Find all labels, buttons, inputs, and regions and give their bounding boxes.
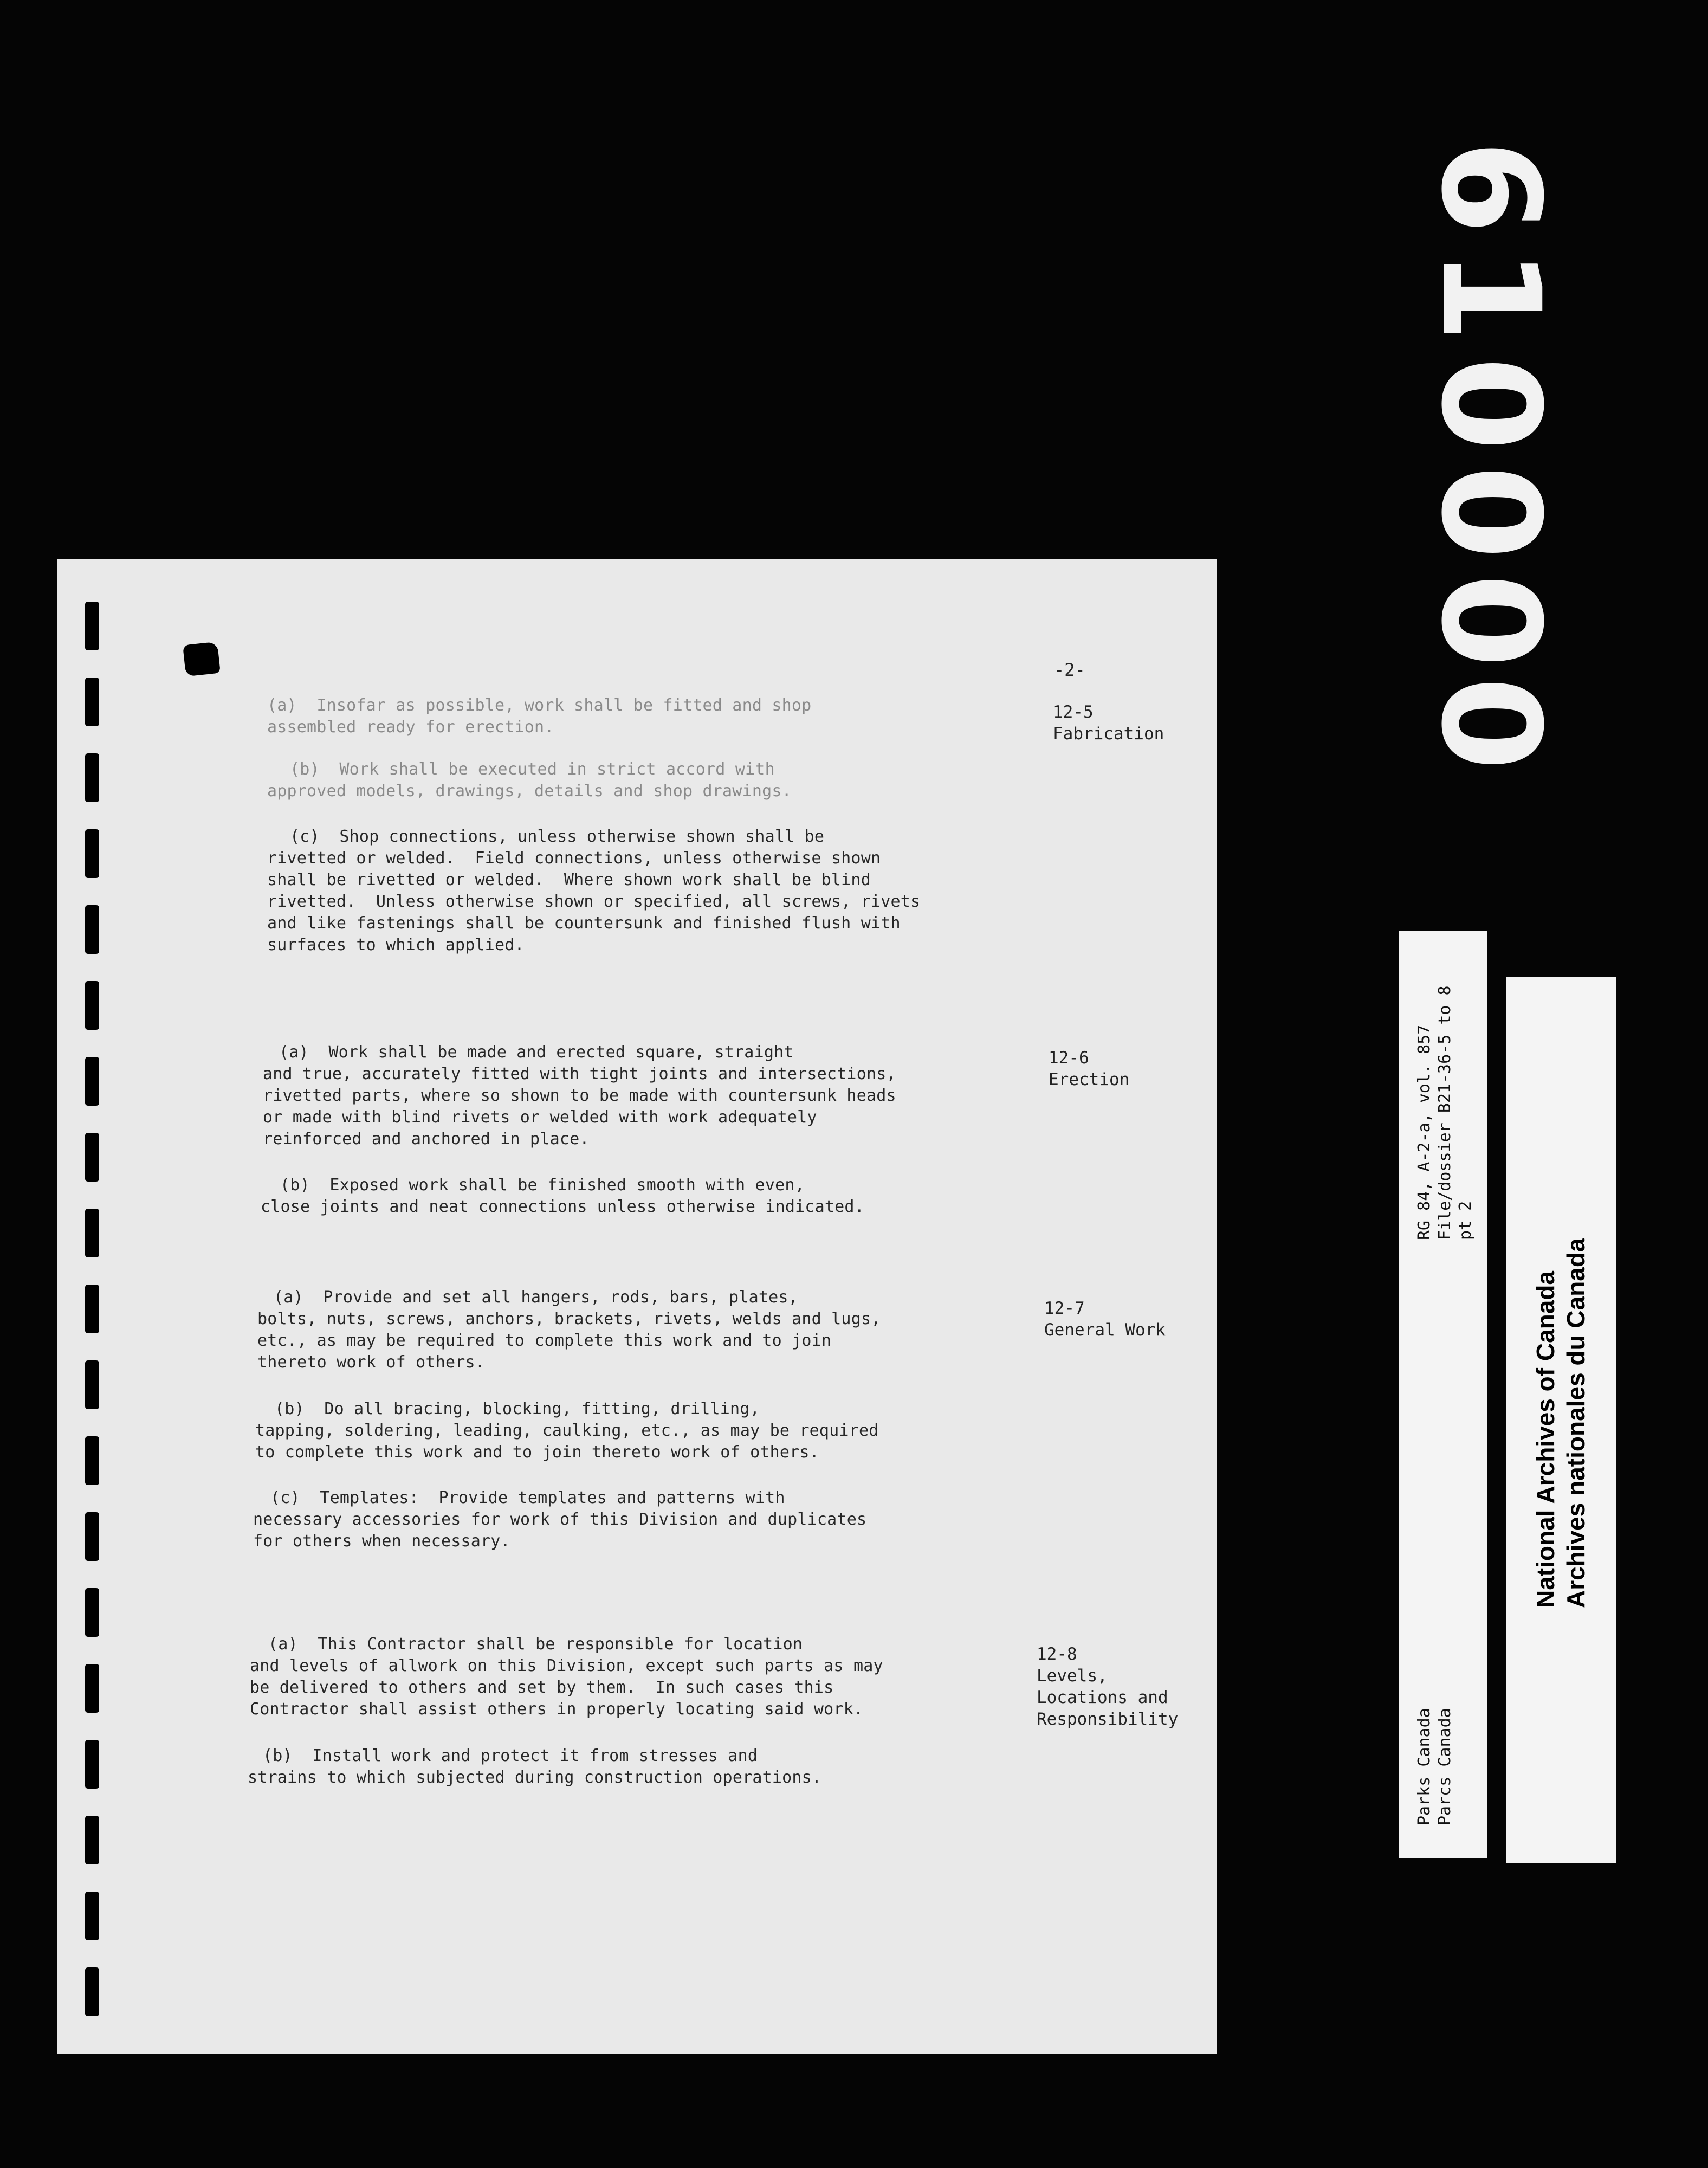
archive-reference-label [1399, 931, 1487, 1858]
paragraph-label: (a) [274, 1288, 303, 1307]
text-line: Work shall be made and erected square, straight [328, 1043, 794, 1062]
text-line: Insofar as possible, work shall be fitted and shop [316, 696, 812, 715]
paragraph-label: (a) [279, 1043, 309, 1062]
text-line: or made with blind rivets or welded with work adequately [263, 1108, 817, 1127]
text-line: reinforced and anchored in place. [263, 1130, 590, 1148]
punch-hole [85, 753, 99, 802]
text-line: etc., as may be required to complete this work and to join [257, 1331, 832, 1350]
section-number: 12-5 [1053, 702, 1094, 722]
label-line: Parcs Canada [1435, 1708, 1454, 1825]
text-line: rivetted or welded. Field connections, unless otherwise shown [267, 849, 881, 868]
reference-line: pt 2 [1456, 1201, 1475, 1240]
punch-hole [85, 829, 99, 878]
punch-hole [85, 1209, 99, 1257]
reference-line: File/dossier B21-36-5 to 8 [1435, 985, 1454, 1240]
text-line: Do all bracing, blocking, fitting, drilling, [324, 1399, 760, 1418]
text-line: Contractor shall assist others in properly locating said work. [250, 1700, 864, 1719]
label-line: Archives nationales du Canada [1562, 1238, 1590, 1608]
paragraph [270, 1487, 785, 1509]
national-archives-label [1506, 977, 1616, 1863]
frame-digit: 6 [1412, 140, 1569, 234]
paragraph [275, 1398, 760, 1420]
punch-hole [85, 1285, 99, 1333]
punch-hole [85, 1967, 99, 2016]
document-page [57, 559, 1217, 2054]
text-line: strains to which subjected during construction operations. [248, 1768, 822, 1787]
punch-hole [85, 1740, 99, 1789]
punch-hole [85, 905, 99, 954]
text-line: necessary accessories for work of this Division and duplicates [253, 1510, 867, 1529]
label-line: National Archives of Canada [1531, 1270, 1560, 1608]
frame-digit: 0 [1412, 465, 1569, 559]
section-number: 12-7 [1044, 1299, 1085, 1318]
text-line: shall be rivetted or welded. Where shown work shall be blind [267, 870, 871, 889]
text-line: Exposed work shall be finished smooth with even, [329, 1176, 805, 1195]
text-line: This Contractor shall be responsible for location [318, 1635, 803, 1654]
section-number: 12-6 [1049, 1048, 1089, 1068]
section-number: 12-8 [1037, 1644, 1077, 1664]
text-line: and levels of allwork on this Division, except such parts as may [250, 1656, 883, 1675]
section-title: Fabrication [1053, 724, 1164, 744]
text-line: Provide and set all hangers, rods, bars, plates, [323, 1288, 798, 1307]
text-line: approved models, drawings, details and shop drawings. [267, 782, 792, 801]
text-line: tapping, soldering, leading, caulking, etc., as may be required [255, 1421, 879, 1440]
paragraph-label: (c) [270, 1488, 300, 1507]
reference-line: RG 84, A-2-a, vol. 857 [1415, 1024, 1434, 1240]
section-title: Locations and [1037, 1688, 1168, 1707]
paragraph [290, 759, 775, 780]
paragraph-label: (b) [275, 1399, 305, 1418]
paragraph-label: (a) [268, 1635, 298, 1654]
text-line: and true, accurately fitted with tight joints and intersections, [263, 1064, 896, 1083]
ink-blot [183, 642, 221, 676]
paragraph [280, 1175, 805, 1196]
paragraph-label: (c) [290, 827, 320, 846]
text-line: surfaces to which applied. [267, 935, 525, 954]
paragraph [268, 1634, 803, 1655]
punch-hole [85, 1512, 99, 1561]
text-line: rivetted parts, where so shown to be made with countersunk heads [263, 1086, 896, 1105]
section-title: Erection [1049, 1070, 1130, 1089]
paragraph [279, 1042, 794, 1063]
punch-hole [85, 1436, 99, 1485]
punch-hole [85, 1057, 99, 1106]
punch-hole [85, 981, 99, 1030]
text-line: close joints and neat connections unless otherwise indicated. [261, 1197, 864, 1216]
punch-hole [85, 602, 99, 650]
punch-hole [85, 678, 99, 726]
page-number: -2- [1054, 660, 1085, 680]
frame-digit: 0 [1412, 676, 1569, 771]
text-line: Shop connections, unless otherwise shown shall be [339, 827, 825, 846]
paragraph-label: (b) [263, 1746, 293, 1765]
punch-hole [85, 1816, 99, 1864]
text-line: thereto work of others. [257, 1353, 486, 1372]
text-line: Install work and protect it from stresses and [312, 1746, 758, 1765]
paragraph-label: (b) [280, 1176, 310, 1195]
punch-hole [85, 1133, 99, 1182]
text-line: for others when necessary. [253, 1532, 510, 1551]
text-line: Work shall be executed in strict accord with [339, 760, 775, 779]
punch-hole [85, 1588, 99, 1637]
punch-hole [85, 1360, 99, 1409]
text-line: and like fastenings shall be countersunk and finished flush with [267, 914, 901, 933]
frame-number [1412, 136, 1569, 775]
frame-digit: 1 [1412, 248, 1569, 343]
section-title: General Work [1044, 1320, 1166, 1340]
text-line: to complete this work and to join thereto work of others. [255, 1443, 819, 1462]
punch-hole [85, 1892, 99, 1940]
paragraph-label: (a) [267, 696, 297, 715]
frame-digit: 0 [1412, 357, 1569, 451]
label-line: Parks Canada [1415, 1708, 1434, 1825]
text-line: bolts, nuts, screws, anchors, brackets, rivets, welds and lugs, [257, 1309, 881, 1328]
punch-hole [85, 1664, 99, 1713]
section-title: Responsibility [1037, 1709, 1179, 1729]
frame-digit: 0 [1412, 573, 1569, 668]
section-title: Levels, [1037, 1666, 1108, 1686]
paragraph [267, 695, 811, 717]
text-line: Templates: Provide templates and patterns with [320, 1488, 785, 1507]
paragraph [274, 1287, 798, 1308]
paragraph [263, 1745, 758, 1767]
text-line: be delivered to others and set by them. In such cases this [250, 1678, 834, 1697]
text-line: rivetted. Unless otherwise shown or specified, all screws, rivets [267, 892, 921, 911]
paragraph-label: (b) [290, 760, 320, 779]
text-line: assembled ready for erection. [267, 718, 554, 737]
paragraph [290, 826, 824, 848]
